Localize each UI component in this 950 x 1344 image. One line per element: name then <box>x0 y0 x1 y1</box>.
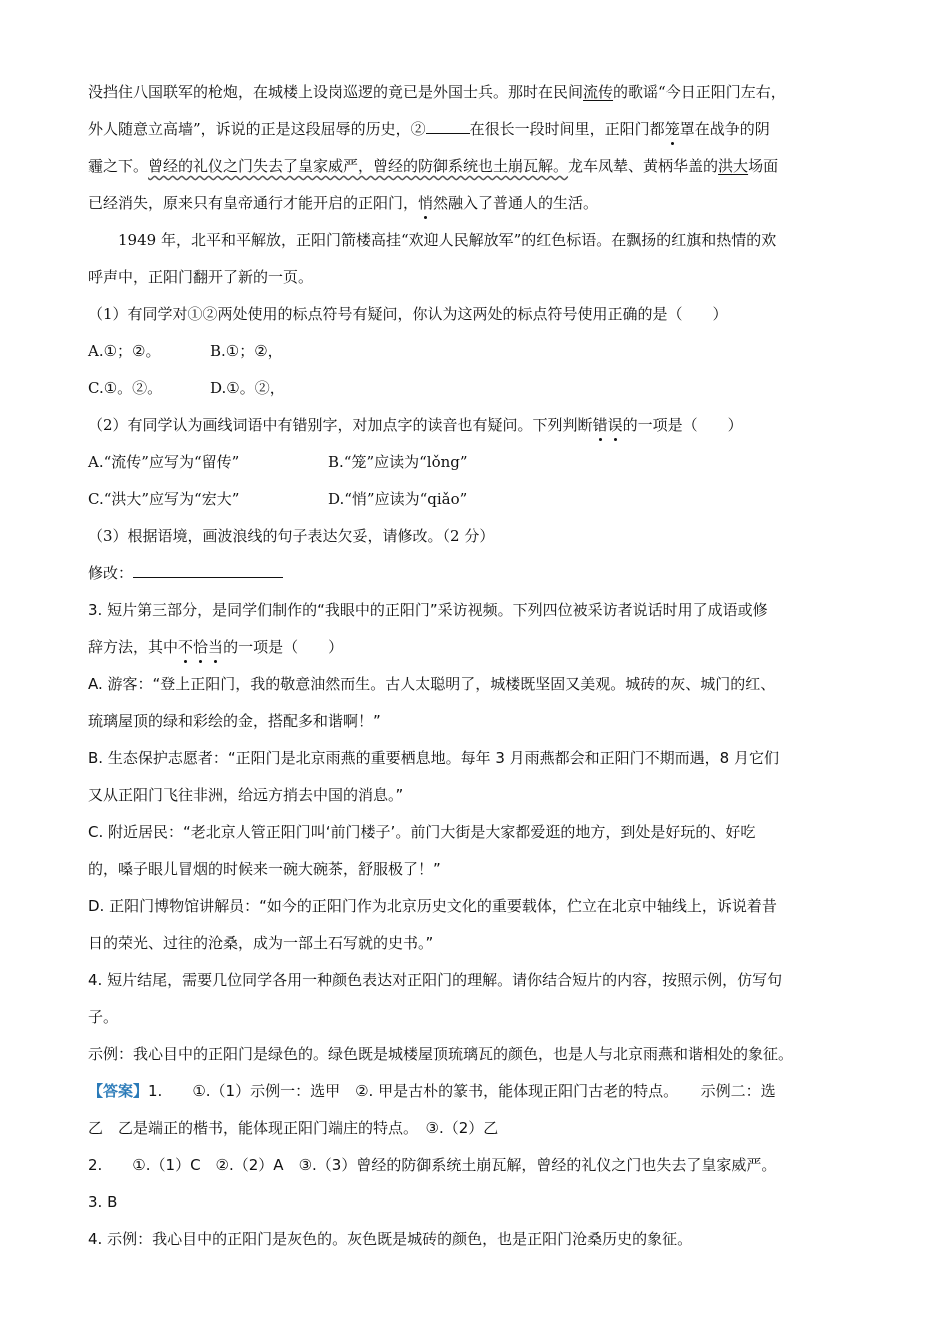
dotted-char: 悄 <box>418 185 433 222</box>
item-3-line-2 <box>88 629 868 666</box>
text: 没挡住八国联军的枪炮，在城楼上设岗巡逻的竟已是外国士兵。那时在民间 <box>88 83 584 101</box>
item-3-option-b-2: 又从正阳门飞往非洲，给远方捎去中国的消息。” <box>88 786 404 804</box>
question-2-options-ab <box>88 444 868 481</box>
text: （2）有同学认为画线词语中有错别字，对加点字的读音也有疑问。下列判断 <box>88 416 593 434</box>
question-2-options-cd <box>88 481 868 518</box>
text: 霾之下。 <box>88 157 149 175</box>
passage-line-3 <box>88 148 868 185</box>
item-3-option-a-1: A. 游客：“登上正阳门，我的敬意油然而生。古人太聪明了，城楼既坚固又美观。城砖的灰、城门的红、 <box>88 675 776 693</box>
question-1-options-cd <box>88 370 868 407</box>
answer-line-1 <box>88 1073 868 1110</box>
option-d: D.①。②， <box>210 379 285 397</box>
answer-line-4: 3. B <box>88 1193 118 1211</box>
passage-line-1 <box>88 74 868 111</box>
question-2-stem <box>88 407 868 444</box>
passage-line-6: 呼声中，正阳门翻开了新的一页。 <box>88 268 314 286</box>
question-3-fix <box>88 555 868 592</box>
fix-label: 修改： <box>88 564 134 582</box>
dotted-char: 错 <box>593 407 608 444</box>
text: 已经消失，原来只有皇帝通行才能开启的正阳门， <box>88 194 419 212</box>
dotted-char: 笼 <box>665 111 680 148</box>
fill-blank <box>426 119 470 134</box>
option-a: A.“流传”应写为“留传” <box>88 453 240 471</box>
item-3-option-c-1: C. 附近居民：“老北京人管正阳门叫‘前门楼子’。前门大街是大家都爱逛的地方，到处是好玩的、好吃 <box>88 823 756 841</box>
dotted-char: 当 <box>208 629 223 666</box>
item-3-option-d-2: 日的荣光、过往的沧桑，成为一部土石写就的史书。” <box>88 934 434 952</box>
text: 辞方法，其中 <box>88 638 179 656</box>
text: 1. ①.（1）示例一：选甲 ②. 甲是古朴的篆书，能体现正阳门古老的特点。 示例二：选 <box>148 1082 776 1100</box>
question-1-stem: （1）有同学对①②两处使用的标点符号有疑问，你认为这两处的标点符号使用正确的是（ ） <box>88 305 728 323</box>
dotted-char: 恰 <box>193 629 208 666</box>
item-3-option-d-1: D. 正阳门博物馆讲解员：“如今的正阳门作为北京历史文化的重要载体，伫立在北京中轴线上，诉说着昔 <box>88 897 777 915</box>
option-d: D.“悄”应读为“qiǎo” <box>328 490 468 508</box>
text: 的歌谣“今日正阳门左右， <box>613 83 786 101</box>
dotted-char: 不 <box>178 629 193 666</box>
item-4-line-1: 4. 短片结尾，需要几位同学各用一种颜色表达对正阳门的理解。请你结合短片的内容，按照示例，仿写句 <box>88 971 783 989</box>
option-b: B.“笼”应读为“lǒng” <box>328 453 468 471</box>
text: 龙车凤辇、黄柄华盖的 <box>568 157 719 175</box>
underlined-word: 洪大 <box>718 157 749 175</box>
text: 场面 <box>748 157 779 175</box>
text: 的一项是（ ） <box>223 638 344 656</box>
item-4-line-2: 子。 <box>88 1008 119 1026</box>
document-page <box>88 74 868 1258</box>
answer-line-3: 2. ①.（1）C ②.（2）A ③.（3）曾经的防御系统土崩瓦解，曾经的礼仪之门也失去了皇家威严。 <box>88 1156 777 1174</box>
passage-line-4 <box>88 185 868 222</box>
option-a: A.①；②。 <box>88 342 161 360</box>
text: 罩在战争的阴 <box>679 120 770 138</box>
passage-line-5: 1949 年，北平和平解放，正阳门箭楼高挂“欢迎人民解放军”的红色标语。在飘扬的红旗和热情的欢 <box>118 231 777 249</box>
text: 的一项是（ ） <box>622 416 743 434</box>
text: 然融入了普通人的生活。 <box>433 194 599 212</box>
answer-tag: 【答案】 <box>88 1082 149 1100</box>
item-3-option-a-2: 琉璃屋顶的绿和彩绘的金，搭配多和谐啊！” <box>88 712 381 730</box>
dotted-char: 误 <box>608 407 623 444</box>
option-c: C.①。②。 <box>88 379 163 397</box>
answer-line-2: 乙 乙是端正的楷书，能体现正阳门端庄的特点。 ③.（2）乙 <box>88 1119 499 1137</box>
text: 在很长一段时间里，正阳门都 <box>469 120 665 138</box>
question-1-options-ab <box>88 333 868 370</box>
item-3-option-c-2: 的，嗓子眼儿冒烟的时候来一碗大碗茶，舒服极了！” <box>88 860 441 878</box>
underlined-word: 流传 <box>583 83 614 101</box>
item-3-option-b-1: B. 生态保护志愿者：“正阳门是北京雨燕的重要栖息地。每年 3 月雨燕都会和正阳门不期而遇，8 月它们 <box>88 749 779 767</box>
question-3-stem: （3）根据语境，画波浪线的句子表达欠妥，请修改。（2 分） <box>88 527 495 545</box>
answer-blank <box>133 563 283 578</box>
wavy-underlined-sentence: 曾经的礼仪之门失去了皇家威严，曾经的防御系统也土崩瓦解。 <box>148 157 569 175</box>
text: 外人随意立高墙”，诉说的正是这段屈辱的历史，② <box>88 120 426 138</box>
answer-line-5: 4. 示例：我心目中的正阳门是灰色的。灰色既是城砖的颜色，也是正阳门沧桑历史的象征。 <box>88 1230 693 1248</box>
passage-line-2 <box>88 111 868 148</box>
item-4-example: 示例：我心目中的正阳门是绿色的。绿色既是城楼屋顶琉璃瓦的颜色，也是人与北京雨燕和谐相处的象征。 <box>88 1045 794 1063</box>
option-b: B.①；②， <box>210 342 283 360</box>
option-c: C.“洪大”应写为“宏大” <box>88 490 240 508</box>
item-3-line-1: 3. 短片第三部分，是同学们制作的“我眼中的正阳门”采访视频。下列四位被采访者说话时用了成语或修 <box>88 601 768 619</box>
